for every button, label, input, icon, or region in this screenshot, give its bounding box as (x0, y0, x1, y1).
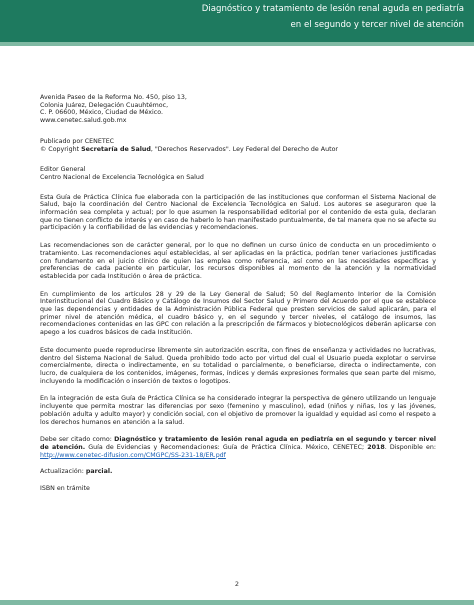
citation-title: Diagnóstico y tratamiento de lesión renal aguda en pediatría en el segundo y tercer nivel de atención. (40, 436, 437, 451)
address-street: Avenida Paseo de la Reforma No. 450, piso 13, (40, 94, 187, 101)
document-title (24, 2, 464, 33)
address-colony: Colonia Juárez, Delegación Cuauhtémoc, (40, 101, 169, 109)
editor-name: Centro Nacional de Excelencia Tecnológica en Salud (40, 173, 204, 181)
page-number: 2 (234, 580, 240, 588)
header-bar (0, 0, 474, 42)
citation-prefix: Debe ser citado como: (40, 436, 115, 444)
address-website: www.cenetec.salud.gob.mx (40, 117, 127, 125)
document-title-line-2: en el segundo y tercer nivel de atención (290, 19, 464, 30)
update-line (40, 468, 436, 476)
paragraph-legal-compliance: En cumplimiento de los artículos 28 y 29 de la Ley General de Salud; 50 del Reglamento Interior de la Comisión Interinstitucional del Cuadro Básico y Catálogo de Insumos del Sector Salud y Primero del Acuerdo por el que se establece que las dependencias y entidades de la Administración Pública Federal que presten servicios de salud aplicarán, para el primer nivel de atención médica, el cuadro básico y, en el segundo y tercer niveles, el catálogo de insumos, las recomendaciones contenidas en las GPC con relación a la prescripción de fármacos y biotecnológicos deberán aplicarse con apego a los cuadros básicos de cada Institución. (40, 290, 436, 337)
copyright-suffix: , "Derechos Reservados". Ley Federal del Derecho de Autor (150, 145, 339, 153)
isbn-line: ISBN en trámite (40, 485, 90, 493)
paragraph-reproduction: Este documento puede reproducirse libremente sin autorización escrita, con fines de enseñanza y actividades no lucrativas, dentro del Sistema Nacional de Salud. Queda prohibido todo acto por virtud del cual el Usuario pueda explotar o servirse comercialmente, directa o indirectamente, en su totalidad o parcialmente, o beneficiarse, directa o indirectamente, con lucro, de cualquiera de los contenidos, imágenes, formas, índices y demás expresiones formales que sean parte del mismo, incluyendo la modificación o inserción de textos o logotipos. (40, 346, 436, 385)
citation-block (40, 436, 436, 459)
paragraph-elaboration: Esta Guía de Práctica Clínica fue elaborada con la participación de las instituciones que conforman el Sistema Nacional de Salud, bajo la coordinación del Centro Nacional de Excelencia Tecnológica en Salud. Los autores se aseguraron que la información sea completa y actual; por lo que asumen la responsabilidad editorial por el contenido de esta guía, declaran que no tienen conflicto de interés y en caso de haberlo lo han manifestado puntualmente, de tal manera que no se afecte su participación y la confiabilidad de las evidencias y recomendaciones. (40, 193, 436, 232)
citation-url-link[interactable]: http://www.cenetec-difusion.com/CMGPC/SS-231-18/ER.pdf (40, 451, 226, 459)
header-accent-rule (0, 42, 474, 46)
paragraph-recommendations: Las recomendaciones son de carácter general, por lo que no definen un curso único de conducta en un procedimiento o tratamiento. Las recomendaciones aquí establecidas, al ser aplicadas en la práctica, podrían tener variaciones justificadas con fundamento en el juicio clínico de quien las emplea como referencia, así como en las necesidades específicas y preferencias de cada paciente en particular, los recursos disponibles al momento de la atención y la normatividad establecida por cada Institución o área de práctica. (40, 242, 436, 280)
update-value: parcial. (85, 468, 113, 476)
footer-accent-rule (0, 600, 474, 605)
copyright-owner: Secretaría de Salud (81, 145, 151, 153)
publisher-line: Publicado por CENETEC (40, 137, 115, 145)
editor-label: Editor General (40, 166, 86, 174)
copyright-line (40, 146, 436, 154)
citation-middle: Guía de Evidencias y Recomendaciones: Guía de Práctica Clínica. México, CENETEC; (85, 443, 368, 451)
publisher-block (40, 138, 436, 153)
citation-suffix: . Disponible en: (384, 443, 436, 451)
paragraph-gender-perspective: En la integración de esta Guía de Práctica Clínica se ha considerado integrar la perspectiva de género utilizando un lenguaje incluyente que permita mostrar las diferencias por sexo (femenino y masculino), edad (niños y niñas, los y las jóvenes, población adulta y adulto mayor) y condición social, con el objetivo de promover la igualdad y equidad así como el respeto a los derechos humanos en atención a la salud. (40, 395, 436, 426)
update-label: Actualización: (40, 468, 86, 476)
editor-block (40, 166, 436, 181)
citation-year: 2018 (367, 443, 385, 451)
document-title-line-1: Diagnóstico y tratamiento de lesión renal aguda en pediatría (201, 4, 464, 14)
page-content (40, 94, 436, 493)
address-block (40, 94, 436, 125)
copyright-prefix: © Copyright (40, 145, 82, 153)
address-city: C. P. 06600, México, Ciudad de México. (40, 109, 163, 117)
